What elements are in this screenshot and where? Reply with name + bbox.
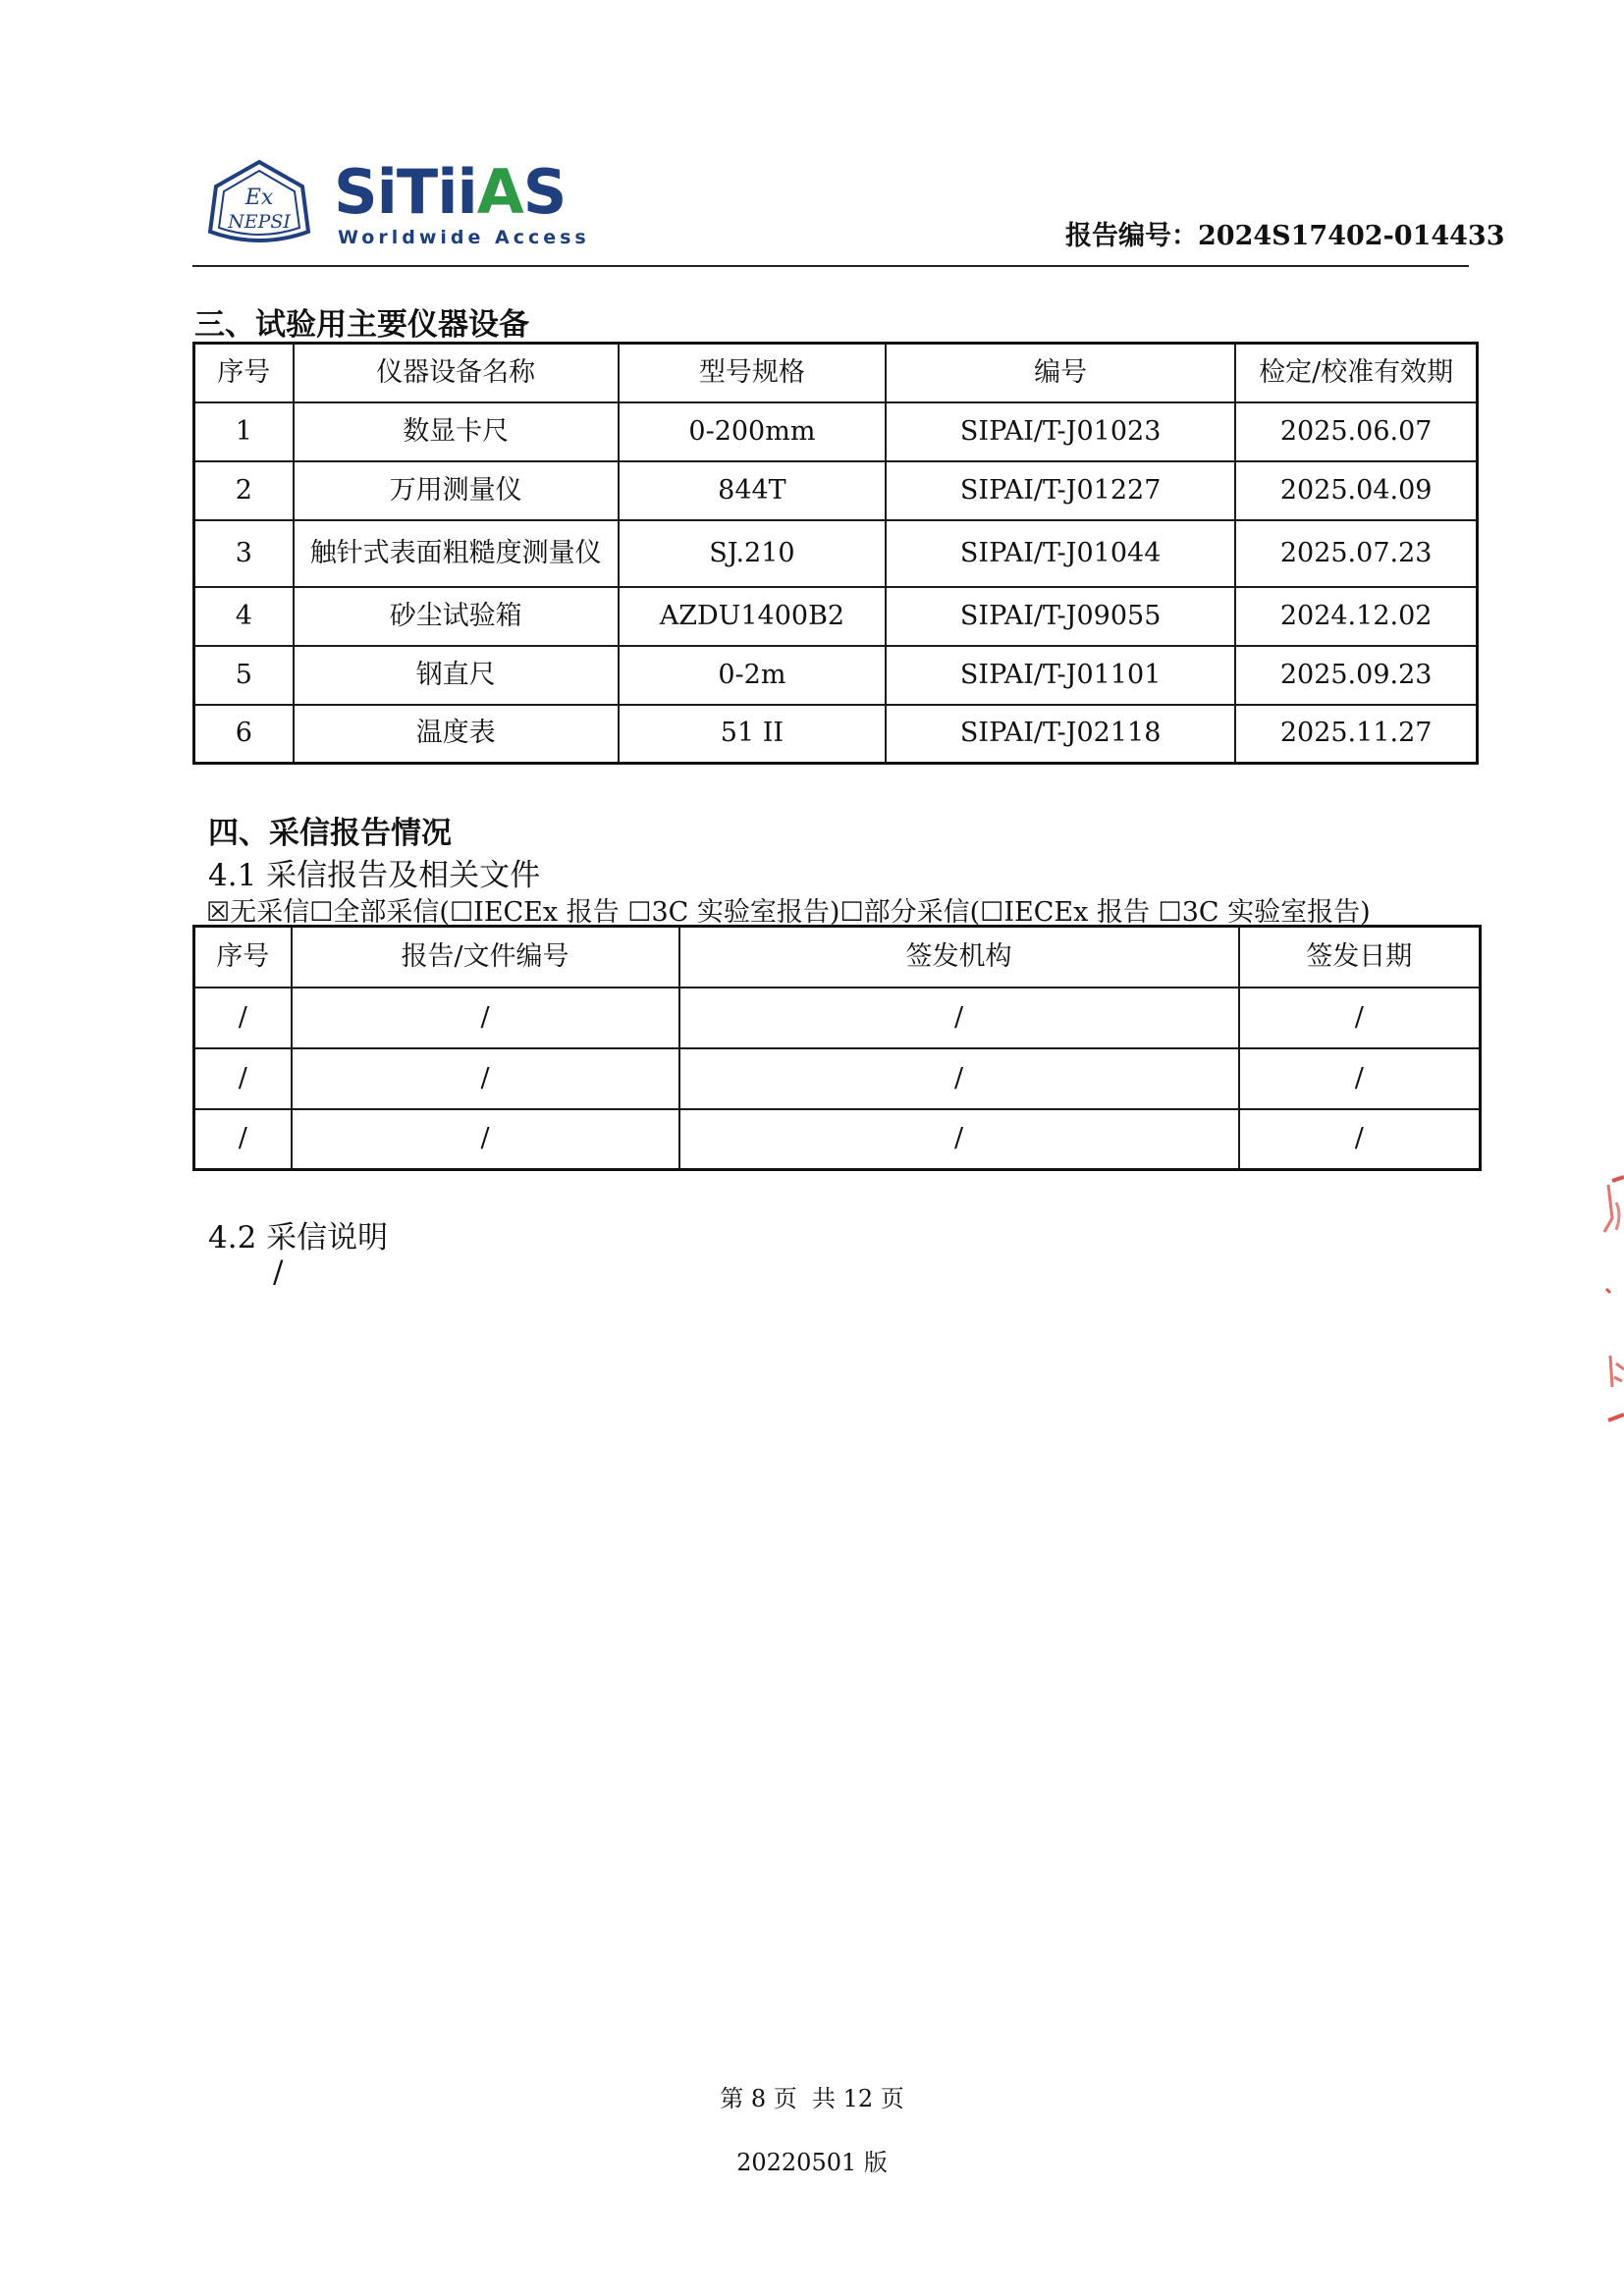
- table-cell: 2024.12.02: [1235, 587, 1477, 646]
- table-cell: 2025.09.23: [1235, 646, 1477, 705]
- header-divider: [192, 265, 1469, 267]
- nepsi-logo-text-top: Ex: [244, 186, 274, 210]
- table-cell: /: [194, 988, 292, 1048]
- table-cell: /: [292, 1048, 679, 1109]
- acceptance-table-header: [194, 927, 1481, 988]
- sitiias-word-a: SiTii: [334, 156, 477, 228]
- table-cell: 3: [194, 520, 294, 587]
- table-cell: /: [292, 988, 679, 1048]
- table-row: [194, 402, 1478, 461]
- table-cell: 2025.07.23: [1235, 520, 1477, 587]
- table-cell: /: [1239, 1109, 1481, 1170]
- form-version: 20220501 版: [736, 2149, 888, 2176]
- table-cell: 5: [194, 646, 294, 705]
- table-cell: 数显卡尺: [294, 402, 619, 461]
- table-cell: /: [194, 1109, 292, 1170]
- table-cell: 0-2m: [619, 646, 886, 705]
- table-cell: 844T: [619, 461, 886, 520]
- header-cell: 序号: [194, 344, 294, 402]
- table-cell: 0-200mm: [619, 402, 886, 461]
- sitiias-tagline: Worldwide Access: [338, 227, 590, 248]
- table-row: [194, 646, 1478, 705]
- table-row: [194, 587, 1478, 646]
- report-number: [1065, 214, 1505, 252]
- table-cell: SIPAI/T-J09055: [886, 587, 1235, 646]
- nepsi-logo: [206, 159, 312, 249]
- table-row: [194, 1048, 1481, 1109]
- table-cell: /: [194, 1048, 292, 1109]
- table-cell: SIPAI/T-J01023: [886, 402, 1235, 461]
- table-cell: SIPAI/T-J01227: [886, 461, 1235, 520]
- sitiias-word-b: A: [476, 156, 523, 228]
- header-cell: 签发机构: [679, 927, 1239, 988]
- table-cell: SJ.210: [619, 520, 886, 587]
- table-cell: 温度表: [294, 705, 619, 764]
- sitiias-logo: [334, 156, 590, 252]
- equipment-table-header: [194, 344, 1478, 402]
- table-cell: 钢直尺: [294, 646, 619, 705]
- section4-2-title: 4.2 采信说明: [208, 1220, 389, 1255]
- table-cell: /: [1239, 1048, 1481, 1109]
- table-cell: 万用测量仪: [294, 461, 619, 520]
- nepsi-logo-text-bottom: NEPSI: [228, 211, 291, 233]
- sitiias-word-c: S: [522, 156, 567, 228]
- section4-1-title: 4.1 采信报告及相关文件: [208, 858, 541, 893]
- table-cell: /: [292, 1109, 679, 1170]
- table-cell: 6: [194, 705, 294, 764]
- table-row: [194, 705, 1478, 764]
- acceptance-table: [192, 925, 1482, 1171]
- table-row: [194, 1109, 1481, 1170]
- table-cell: 2025.06.07: [1235, 402, 1477, 461]
- header-cell: 序号: [194, 927, 292, 988]
- table-cell: SIPAI/T-J01101: [886, 646, 1235, 705]
- table-cell: /: [679, 1109, 1239, 1170]
- table-cell: 触针式表面粗糙度测量仪: [294, 520, 619, 587]
- table-row: [194, 988, 1481, 1048]
- table-cell: /: [679, 1048, 1239, 1109]
- table-cell: /: [679, 988, 1239, 1048]
- sitiias-wordmark: [334, 156, 567, 228]
- table-cell: 4: [194, 587, 294, 646]
- section4-2-body: /: [273, 1255, 284, 1290]
- acceptance-options: ☒无采信☐全部采信(☐IECEx 报告 ☐3C 实验室报告)☐部分采信(☐IECEx 报告 ☐3C 实验室报告): [206, 897, 1371, 928]
- section3-title: 三、试验用主要仪器设备: [194, 307, 529, 343]
- section4-title: 四、采信报告情况: [208, 816, 452, 851]
- header-cell: 签发日期: [1239, 927, 1481, 988]
- header-cell: 仪器设备名称: [294, 344, 619, 402]
- table-cell: AZDU1400B2: [619, 587, 886, 646]
- table-cell: SIPAI/T-J02118: [886, 705, 1235, 764]
- table-cell: 2: [194, 461, 294, 520]
- header-cell: 检定/校准有效期: [1235, 344, 1477, 402]
- report-number-label: 报告编号：: [1065, 221, 1198, 251]
- report-number-value: 2024S17402-014433: [1198, 221, 1505, 251]
- header-cell: 报告/文件编号: [292, 927, 679, 988]
- table-cell: 51 II: [619, 705, 886, 764]
- table-row: [194, 520, 1478, 587]
- table-cell: 1: [194, 402, 294, 461]
- table-cell: 2025.04.09: [1235, 461, 1477, 520]
- table-row: [194, 461, 1478, 520]
- table-cell: SIPAI/T-J01044: [886, 520, 1235, 587]
- equipment-table: [192, 342, 1479, 765]
- seal-stamp-icon: [1583, 1163, 1624, 1438]
- table-cell: 砂尘试验箱: [294, 587, 619, 646]
- table-cell: /: [1239, 988, 1481, 1048]
- header-cell: 型号规格: [619, 344, 886, 402]
- header-cell: 编号: [886, 344, 1235, 402]
- table-cell: 2025.11.27: [1235, 705, 1477, 764]
- page-number: 第 8 页 共 12 页: [720, 2085, 904, 2112]
